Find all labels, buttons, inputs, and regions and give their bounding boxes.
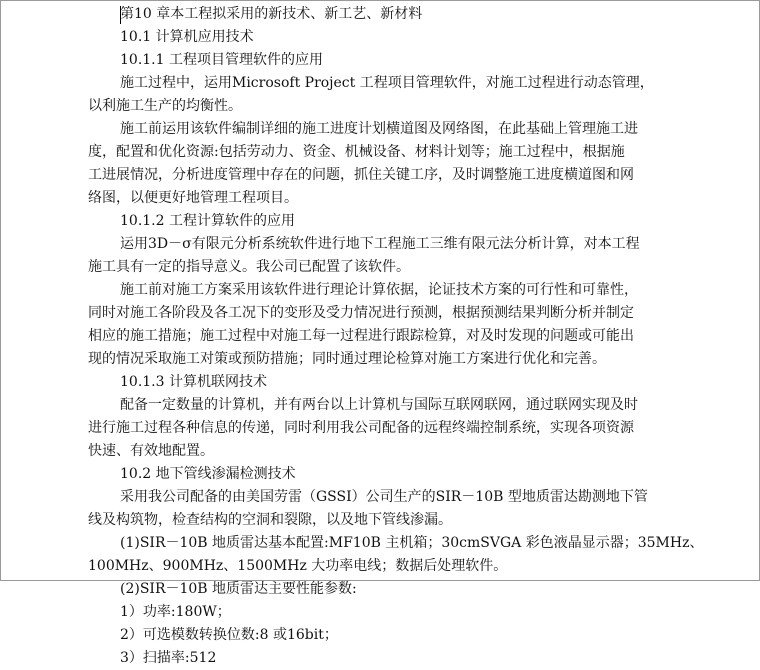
text-line: 第10 章本工程拟采用的新技术、新工艺、新材料 — [120, 6, 423, 22]
text-line: 线及构筑物，检查结构的空洞和裂隙，以及地下管线渗漏。 — [88, 512, 452, 528]
text-line: 10.1 计算机应用技术 — [120, 29, 254, 45]
text-line: 同时对施工各阶段及各工况下的变形及受力情况进行预测，根据预测结果判断分析并制定 — [88, 305, 634, 321]
text-line: 3）扫描率:512 — [120, 650, 217, 666]
document-page[interactable] — [88, 0, 708, 670]
text-line: 现的情况采取施工对策或预防措施；同时通过理论检算对施工方案进行优化和完善。 — [88, 351, 606, 367]
text-line: 10.1.2 工程计算软件的应用 — [120, 213, 295, 229]
text-line: 2）可选模数转换位数:8 或16bit； — [120, 627, 338, 643]
text-line: 施工具有一定的指导意义。我公司已配置了该软件。 — [88, 259, 410, 275]
text-line: 施工过程中，运用Microsoft Project 工程项目管理软件，对施工过程进行动态管理， — [120, 75, 654, 91]
text-line: 100MHz、900MHz、1500MHz 大功率电线；数据后处理软件。 — [88, 558, 508, 574]
text-line: 10.2 地下管线渗漏检测技术 — [120, 466, 296, 482]
text-line: 络图，以便更好地管理工程项目。 — [88, 190, 298, 206]
text-line: 施工前运用该软件编制详细的施工进度计划横道图及网络图，在此基础上管理施工进 — [120, 121, 638, 137]
text-line: 施工前对施工方案采用该软件进行理论计算依据，论证技术方案的可行性和可靠性， — [120, 282, 638, 298]
text-line: 采用我公司配备的由美国劳雷（GSSI）公司生产的SIR－10B 型地质雷达勘测地下管 — [120, 489, 648, 505]
text-line: 运用3D－σ有限元分析系统软件进行地下工程施工三维有限元法分析计算，对本工程 — [120, 236, 640, 252]
text-line: 以利施工生产的均衡性。 — [88, 98, 242, 114]
text-line: 进行施工过程各种信息的传递，同时利用我公司配备的远程终端控制系统，实现各项资源 — [88, 420, 634, 436]
text-line: 度，配置和优化资源:包括劳动力、资金、机械设备、材料计划等；施工过程中，根据施 — [88, 144, 625, 160]
text-line: 工进展情况，分析进度管理中存在的问题，抓住关键工序，及时调整施工进度横道图和网 — [88, 167, 634, 183]
text-line: 快速、有效地配置。 — [88, 443, 214, 459]
text-line: (1)SIR－10B 地质雷达基本配置:MF10B 主机箱；30cmSVGA 彩色液晶显示器；35MHz、 — [120, 535, 704, 551]
text-line: (2)SIR－10B 地质雷达主要性能参数: — [120, 581, 357, 597]
text-line: 配备一定数量的计算机，并有两台以上计算机与国际互联网联网，通过联网实现及时 — [120, 397, 638, 413]
text-line: 10.1.1 工程项目管理软件的应用 — [120, 52, 323, 68]
text-line: 10.1.3 计算机联网技术 — [120, 374, 267, 390]
text-line: 1）功率:180W； — [120, 604, 231, 620]
text-line: 相应的施工措施；施工过程中对施工每一过程进行跟踪检算，对及时发现的问题或可能出 — [88, 328, 634, 344]
